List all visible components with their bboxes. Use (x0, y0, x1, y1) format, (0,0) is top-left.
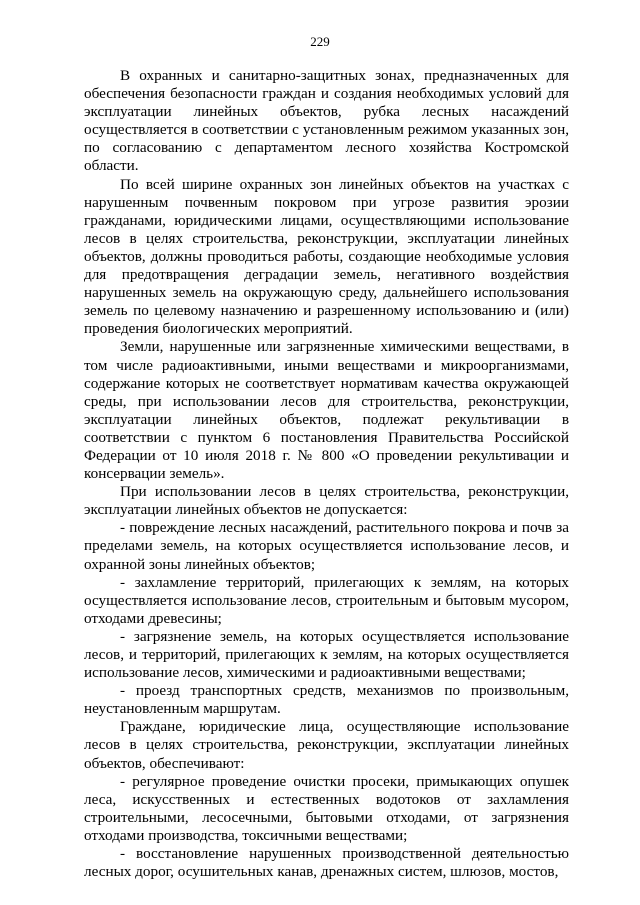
list-item-littering: - захламление территорий, прилегающих к землям, на которых осуществляется использование лесов, строительным и бытовым мусором, отходами древесины; (84, 573, 569, 627)
paragraph-prohibitions-intro: При использовании лесов в целях строительства, реконструкции, эксплуатации линейных объектов не допускается: (84, 483, 569, 519)
list-item-cleaning: - регулярное проведение очистки просеки, примыкающих опушек леса, искусственных и естественных водотоков от захламления строительными, лесосечными, бытовыми отходами, от загрязнения отходами производства, токсичными веществами; (84, 772, 569, 844)
paragraph-obligations-intro: Граждане, юридические лица, осуществляющие использование лесов в целях строительства, реконструкции, эксплуатации линейных объектов, обеспечивают: (84, 718, 569, 772)
paragraph-recultivation: Земли, нарушенные или загрязненные химическими веществами, в том числе радиоактивными, иными веществами и микроорганизмами, содержание которых не соответствует нормативам качества окружающей среды, при использовании лесов для строительства, реконструкции, эксплуатации линейных объектов, подлежат рекультивации в соответствии с пунктом 6 постановления Правительства Российской Федерации от 10 июля 2018 г. № 800 «О проведении рекультивации и консервации земель». (84, 338, 569, 483)
list-item-pollution: - загрязнение земель, на которых осуществляется использование лесов, и территорий, прилегающих к землям, на которых осуществляется использование лесов, химическими и радиоактивными веществами; (84, 627, 569, 682)
page-number: 229 (310, 34, 330, 49)
list-item-damage: - повреждение лесных насаждений, растительного покрова и почв за пределами земель, на которых осуществляется использование лесов, и охранной зоны линейных объектов; (84, 519, 569, 573)
paragraph-protection-zones: В охранных и санитарно-защитных зонах, предназначенных для обеспечения безопасности граждан и создания необходимых условий для эксплуатации линейных объектов, рубка лесных насаждений осуществляется в соответствии с установленным режимом указанных зон, по согласованию с департаментом лесного хозяйства Костромской области. (84, 67, 569, 175)
list-item-vehicle-passage: - проезд транспортных средств, механизмов по произвольным, неустановленным маршрутам. (84, 682, 569, 718)
list-item-restoration: - восстановление нарушенных производственной деятельностью лесных дорог, осушительных канав, дренажных систем, шлюзов, мостов, (84, 845, 569, 881)
paragraph-erosion-works: По всей ширине охранных зон линейных объектов на участках с нарушенным почвенным покровом при угрозе развития эрозии гражданами, юридическими лицами, осуществляющими использование лесов в целях строительства, реконструкции, эксплуатации линейных объектов, должны проводиться работы, создающие необходимые условия для предотвращения деградации земель, негативного воздействия нарушенных земель на окружающую среду, дальнейшего использования земель по целевому назначению и разрешенному использованию и (или) проведения биологических мероприятий. (84, 175, 569, 338)
document-body (84, 67, 569, 881)
